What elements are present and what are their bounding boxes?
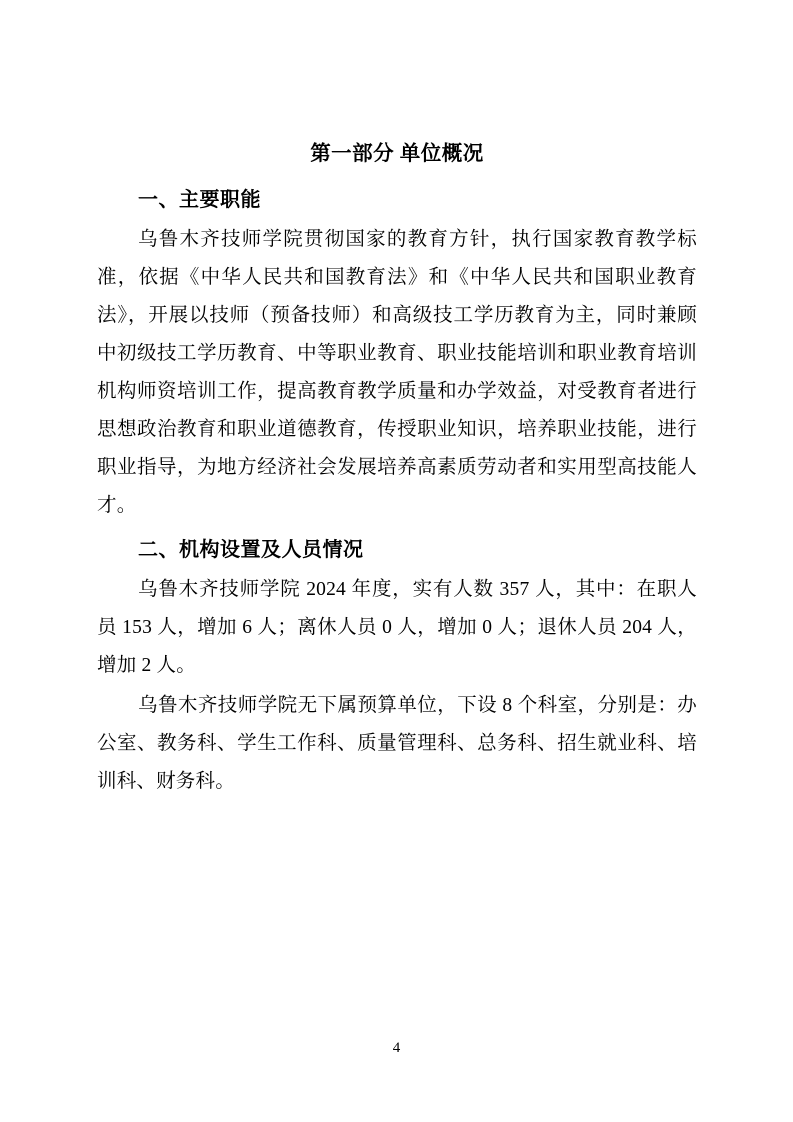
section-heading-organization: 二、机构设置及人员情况 — [138, 538, 364, 561]
document-body — [97, 140, 697, 803]
section-heading-main-duties: 一、主要职能 — [138, 188, 261, 211]
paragraph-staff-count: 乌鲁木齐技师学院 2024 年度，实有人数 357 人，其中：在职人员 153 人，增加 6 人；离休人员 0 人，增加 0 人；退休人员 204 人，增加 2 人。 — [97, 578, 697, 676]
paragraph-departments: 乌鲁木齐技师学院无下属预算单位，下设 8 个科室，分别是：办公室、教务科、学生工作科、质量管理科、总务科、招生就业科、培训科、财务科。 — [97, 694, 697, 792]
page-title: 第一部分 单位概况 — [310, 143, 484, 165]
page-number: 4 — [392, 1040, 401, 1056]
paragraph-main-duties: 乌鲁木齐技师学院贯彻国家的教育方针，执行国家教育教学标准，依据《中华人民共和国教育法》和《中华人民共和国职业教育法》，开展以技师（预备技师）和高级技工学历教育为主，同时兼顾中初级技工学历教育、中等职业教育、职业技能培训和职业教育培训机构师资培训工作，提高教育教学质量和办学效益，对受教育者进行思想政治教育和职业道德教育，传授职业知识，培养职业技能，进行职业指导，为地方经济社会发展培养高素质劳动者和实用型高技能人才。 — [97, 228, 697, 516]
